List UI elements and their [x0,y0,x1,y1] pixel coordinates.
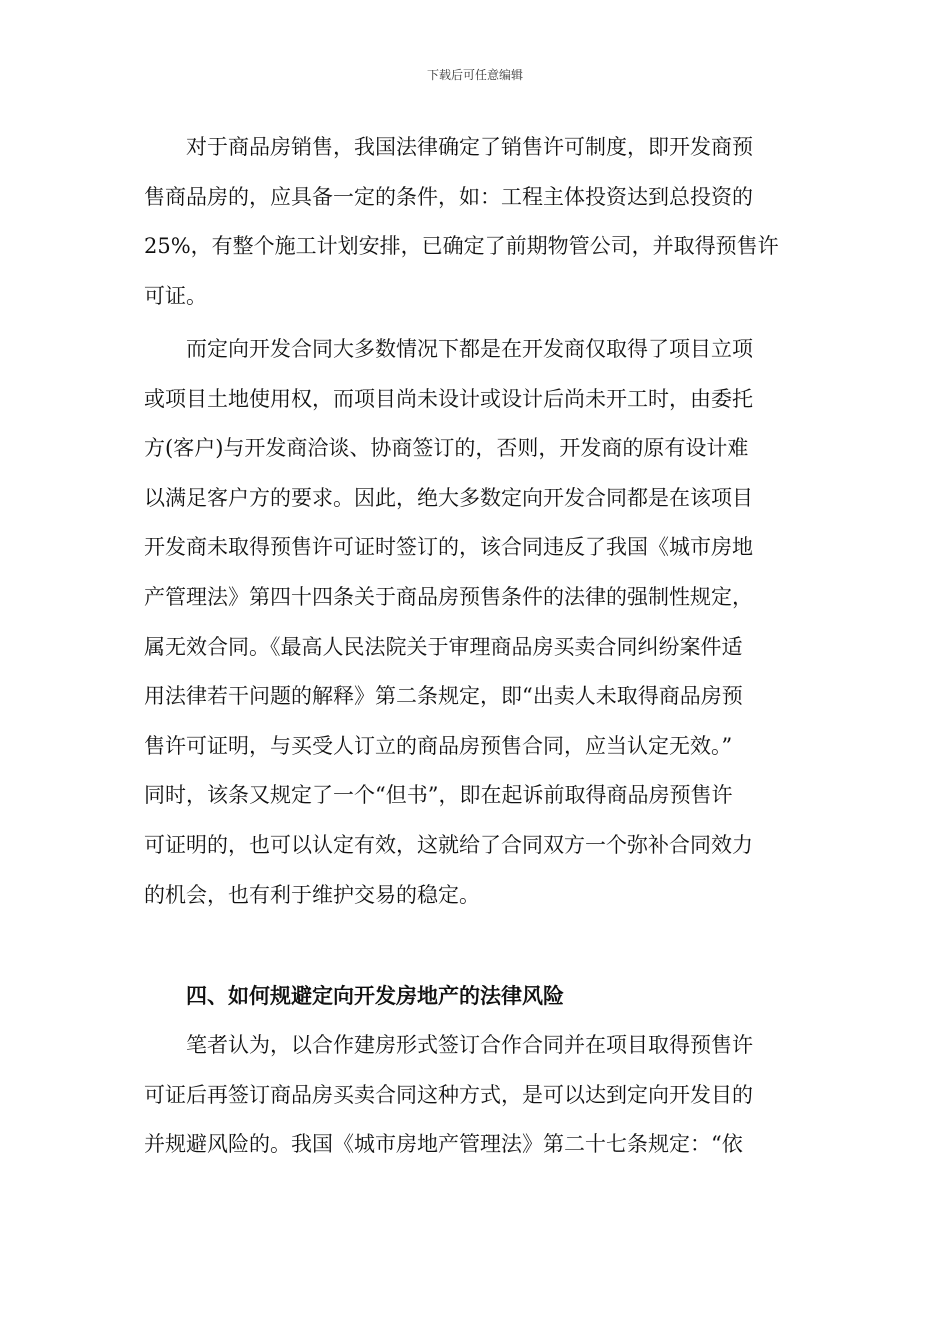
paragraph-line: 可证后再签订商品房买卖合同这种方式，是可以达到定向开发目的 [144,1082,753,1107]
paragraph-line: 笔者认为，以合作建房形式签订合作合同并在项目取得预售许 [186,1033,753,1057]
paragraph-line: 25%，有整个施工计划安排，已确定了前期物管公司，并取得预售许 [144,234,779,259]
paragraph-line: 而定向开发合同大多数情况下都是在开发商仅取得了项目立项 [186,337,753,361]
paragraph-line: 售商品房的，应具备一定的条件，如：工程主体投资达到总投资的 [144,184,753,209]
paragraph-line: 开发商未取得预售许可证时签订的，该合同违反了我国《城市房地 [144,535,753,560]
paragraph-line: 可证。 [144,283,207,308]
paragraph-3 [144,1021,816,1170]
paragraph-line: 方(客户)与开发商洽谈、协商签订的，否则，开发商的原有设计难 [144,436,749,461]
page-header-note: 下载后可任意编辑 [426,68,523,82]
paragraph-line: 以满足客户方的要求。因此，绝大多数定向开发合同都是在该项目 [144,485,753,510]
paragraph-line: 对于商品房销售，我国法律确定了销售许可制度，即开发商预 [186,135,753,159]
paragraph-line: 售许可证明，与买受人订立的商品房预售合同，应当认定无效。” [144,733,733,758]
paragraph-line: 产管理法》第四十四条关于商品房预售条件的法律的强制性规定， [144,584,753,609]
section-heading: 四、如何规避定向开发房地产的法律风险 [186,983,564,1008]
paragraph-line: 可证明的，也可以认定有效，这就给了合同双方一个弥补合同效力 [144,832,753,857]
section-heading-block [144,971,816,1021]
paragraph-line: 的机会，也有利于维护交易的稳定。 [144,882,480,907]
paragraph-2 [144,325,816,920]
paragraph-1 [144,123,816,321]
paragraph-line: 并规避风险的。我国《城市房地产管理法》第二十七条规定：“依 [144,1132,743,1157]
paragraph-line: 用法律若干问题的解释》第二条规定，即“出卖人未取得商品房预 [144,684,743,709]
paragraph-line: 或项目土地使用权，而项目尚未设计或设计后尚未开工时，由委托 [144,386,753,411]
paragraph-line: 同时，该条又规定了一个“但书”，即在起诉前取得商品房预售许 [144,783,733,808]
paragraph-line: 属无效合同。《最高人民法院关于审理商品房买卖合同纠纷案件适 [144,634,743,659]
